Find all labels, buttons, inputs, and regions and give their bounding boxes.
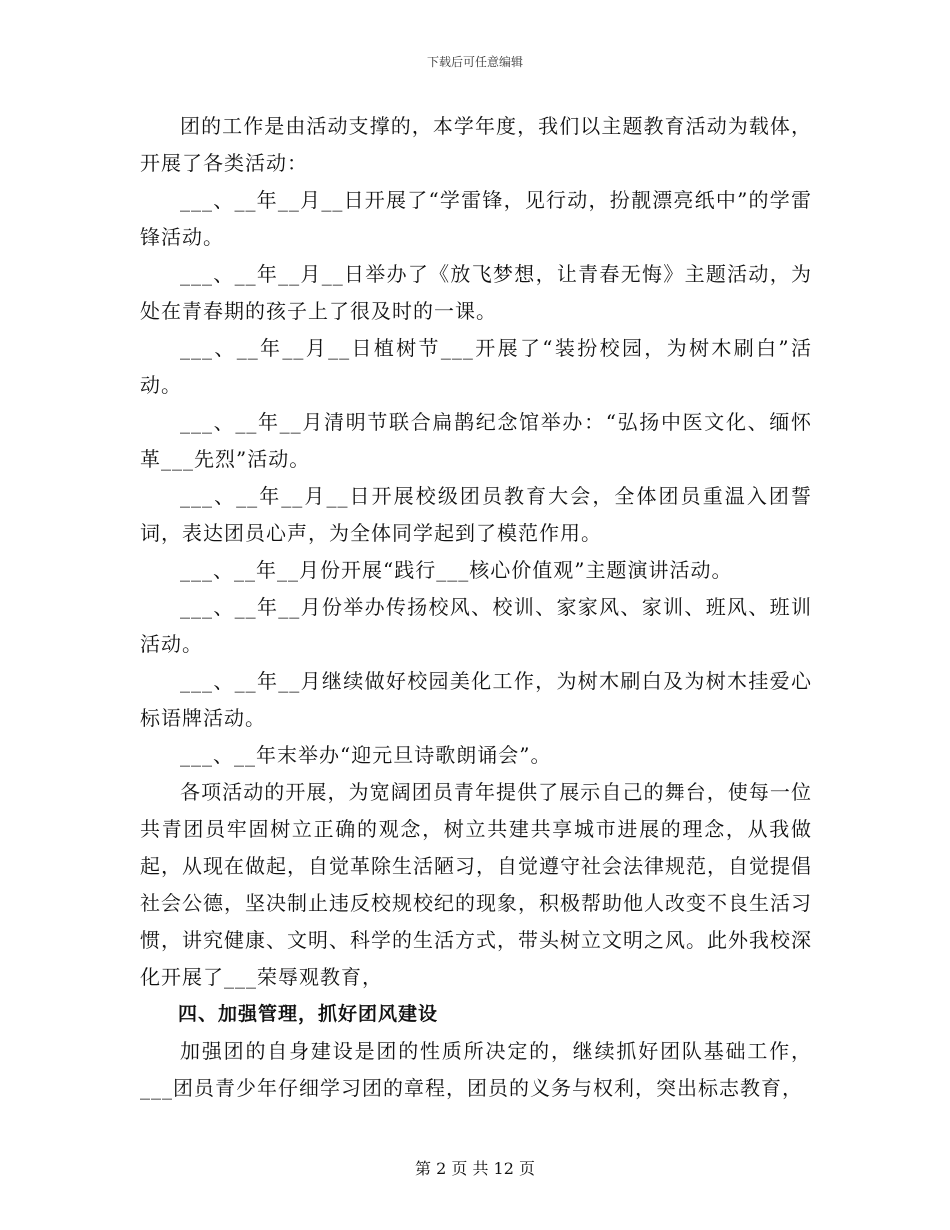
- paragraph-summary: 各项活动的开展，为宽阔团员青年提供了展示自己的舞台，使每一位共青团员牢固树立正确的观念，树立共建共享城市进展的理念，从我做起，从现在做起，自觉革除生活陋习，自觉遵守社会法律规范，自觉提倡社会公德，坚决制止违反校规校纪的现象，积极帮助他人改变不良生活习惯，讲究健康、文明、科学的生活方式，带头树立文明之风。此外我校深化开展了___荣辱观教育，: [140, 780, 812, 989]
- paragraph-activity-1: ___、__年__月__日开展了“学雷锋，见行动，扮靓漂亮纸中”的学雷锋活动。: [140, 188, 812, 249]
- paragraph-activity-2: ___、__年__月__日举办了《放飞梦想，让青春无悔》主题活动，为处在青春期的孩子上了很及时的一课。: [140, 262, 812, 323]
- paragraph-activity-3: ___、__年__月__日植树节___开展了“装扮校园，为树木刷白”活动。: [140, 336, 812, 397]
- paragraph-activity-6: ___、__年__月份开展“践行___核心价值观”主题演讲活动。: [180, 558, 733, 582]
- paragraph-activity-5: ___、__年__月__日开展校级团员教育大会，全体团员重温入团誓词，表达团员心声，为全体同学起到了模范作用。: [140, 484, 812, 545]
- document-body: [140, 108, 812, 1107]
- paragraph-activity-7: ___、__年__月份举办传扬校风、校训、家家风、家训、班风、班训活动。: [140, 595, 812, 656]
- paragraph-intro: 团的工作是由活动支撑的，本学年度，我们以主题教育活动为载体，开展了各类活动：: [140, 114, 812, 175]
- page-number: 第 2 页 共 12 页: [415, 1159, 535, 1178]
- paragraph-activity-9: ___、__年末举办“迎元旦诗歌朗诵会”。: [180, 743, 552, 767]
- paragraph-activity-4: ___、__年__月清明节联合扁鹊纪念馆举办：“弘扬中医文化、缅怀革___先烈”活动。: [140, 410, 812, 471]
- section-heading: 四、加强管理，抓好团风建设: [178, 1003, 439, 1025]
- page-header-note: 下载后可任意编辑: [426, 55, 523, 69]
- paragraph-closing: 加强团的自身建设是团的性质所决定的，继续抓好团队基础工作，___团员青少年仔细学习团的章程，团员的义务与权利，突出标志教育，: [140, 1039, 812, 1100]
- paragraph-activity-8: ___、__年__月继续做好校园美化工作，为树木刷白及为树木挂爱心标语牌活动。: [140, 669, 812, 730]
